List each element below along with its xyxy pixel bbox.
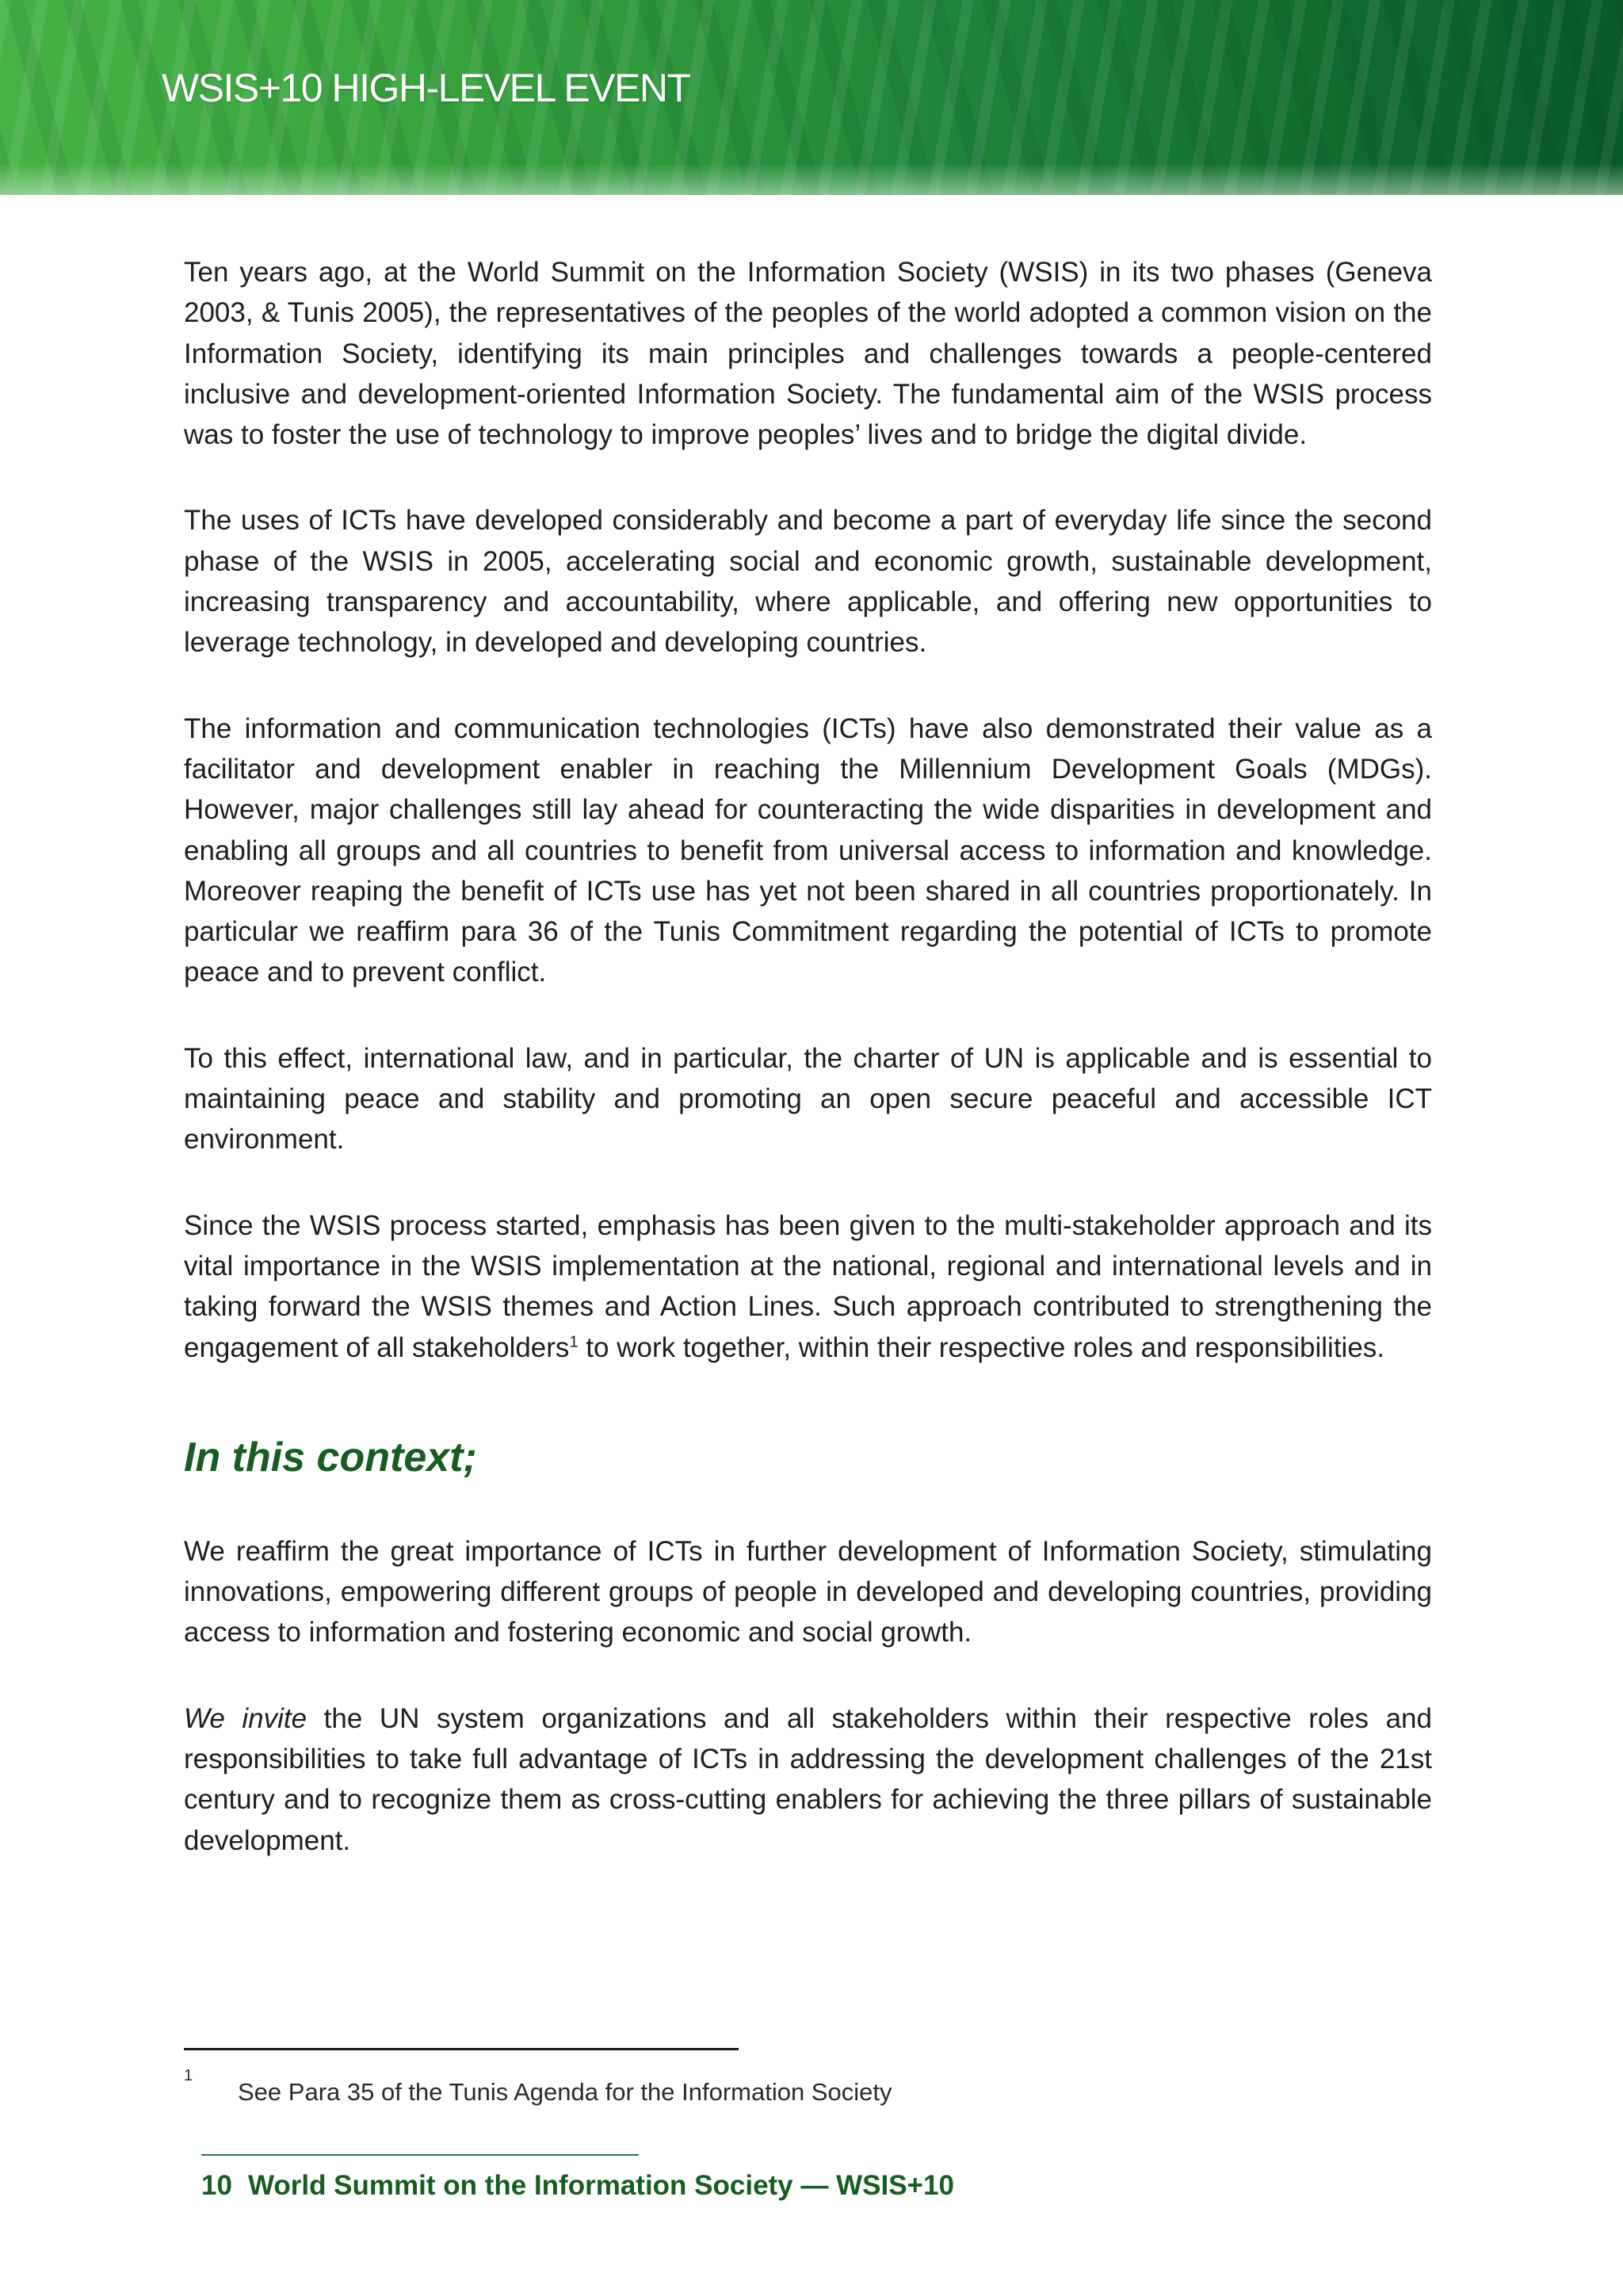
page-number: 10 <box>201 2170 232 2201</box>
invite-emphasis: We invite <box>184 1702 307 1734</box>
paragraph-multi-stakeholder-text: Since the WSIS process started, emphasis has been given to the multi-stakeholder approach and its vital importance in the WSIS implementation at the national, regional and international levels and in taking forward the WSIS themes and Action Lines. Such approach contributed to strengthening the engagement of all stakeholders <box>184 1209 1432 1363</box>
paragraph-international-law: To this effect, international law, and in particular, the charter of UN is applicable and is essential to maintaining peace and stability and promoting an open secure peaceful and accessible ICT environment. <box>184 1042 1432 1156</box>
footnote-text: See Para 35 of the Tunis Agenda for the Information Society <box>238 2078 892 2106</box>
paragraph-ict-uses: The uses of ICTs have developed considerably and become a part of everyday life since the second phase of the WSIS in 2005, accelerating social and economic growth, sustainable development, increasing transparency and accountability, where applicable, and offering new opportunities to leverage technology, in developed and developing countries. <box>184 505 1432 659</box>
paragraph-invite <box>184 1698 1432 1861</box>
footnote-reference[interactable]: 1 <box>569 1332 579 1350</box>
paragraph-reaffirm: We reaffirm the great importance of ICTs in further development of Information Society, stimulating innovations, empowering different groups of people in developed and developing countries, providing access to information and fostering economic and social growth. <box>184 1535 1432 1648</box>
page-footer <box>201 2170 954 2202</box>
footnote-divider <box>184 2048 739 2050</box>
header-banner <box>0 0 1623 195</box>
paragraph-multi-stakeholder-text-end: to work together, within their respective roles and responsibilities. <box>578 1331 1385 1363</box>
paragraph-wsis-history: Ten years ago, at the World Summit on the Information Society (WSIS) in its two phases (Geneva 2003, & Tunis 2005), the representatives of the peoples of the world adopted a common vision on the Information Society, identifying its main principles and challenges towards a people-centered inclusive and development-oriented Information Society. The fundamental aim of the WSIS process was to foster the use of technology to improve peoples’ lives and to bridge the digital divide. <box>184 257 1432 451</box>
header-shade <box>0 163 1623 195</box>
paragraph-invite-text: the UN system organizations and all stakeholders within their respective roles and responsibilities to take full advantage of ICTs in addressing the development challenges of the 21st century and to recognize them as cross-cutting enablers for achieving the three pillars of sustainable development. <box>184 1702 1432 1856</box>
paragraph-mdgs: The information and communication technologies (ICTs) have also demonstrated their value as a facilitator and development enabler in reaching the Millennium Development Goals (MDGs). However, major challenges still lay ahead for counteracting the wide disparities in development and enabling all groups and all countries to benefit from universal access to information and knowledge. Moreover reaping the benefit of ICTs use has yet not been shared in all countries proportionately. In particular we reaffirm para 36 of the Tunis Commitment regarding the potential of ICTs to promote peace and to prevent conflict. <box>184 712 1432 988</box>
paragraph-multi-stakeholder <box>184 1205 1432 1368</box>
section-heading: In this context; <box>184 1434 477 1480</box>
footnote-marker: 1 <box>184 2067 193 2084</box>
footer-divider <box>201 2154 639 2156</box>
main-content <box>184 252 1432 1906</box>
footer-title: World Summit on the Information Society — WSIS+10 <box>247 2170 954 2201</box>
header-title: WSIS+10 HIGH-LEVEL EVENT <box>162 66 690 110</box>
